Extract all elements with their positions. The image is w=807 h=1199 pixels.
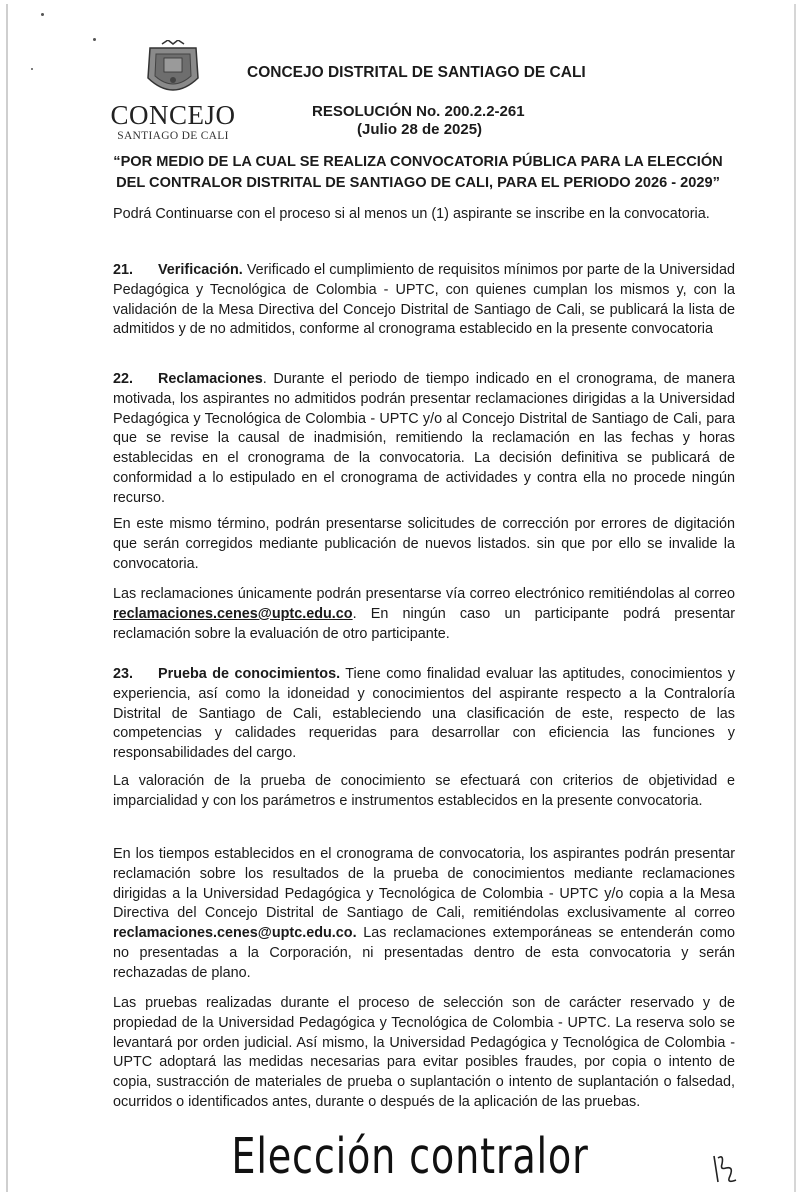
document-title-line-2: DEL CONTRALOR DISTRITAL DE SANTIAGO DE CALI, PARA EL PERIODO 2026 - 2029” bbox=[116, 175, 720, 191]
section-23 bbox=[113, 665, 735, 764]
section-21 bbox=[113, 261, 735, 340]
logo-subtitle: SANTIAGO DE CALI bbox=[117, 130, 229, 142]
paragraph-text: En los tiempos establecidos en el cronograma de convocatoria, los aspirantes podrán presentar reclamación sobre los resultados de la prueba de conocimientos mediante reclamaciones dirigidas a la Universidad Pedagógica y Tecnológica de Colombia - UPTC y/o copia a la Mesa Directiva del Concejo Distrital de Santiago de Cali, remitiéndolas exclusivamente al correo bbox=[113, 846, 735, 922]
coat-of-arms-icon bbox=[108, 40, 238, 102]
council-logo bbox=[108, 40, 238, 150]
paragraph-text: . En ningún caso un participante podrá presentar reclamación sobre la evaluación de otro participante. bbox=[113, 605, 735, 642]
scan-speck bbox=[93, 38, 96, 41]
section-number: 21. bbox=[113, 262, 134, 278]
claims-email-link[interactable]: reclamaciones.cenes@uptc.edu.co bbox=[113, 605, 353, 622]
scan-speck bbox=[31, 68, 33, 70]
section-text: Tiene como finalidad evaluar las aptitudes, conocimientos y experiencia, así como la idoneidad y conocimientos del aspirante respecto a la Contraloría Distrital de Santiago de Cali, estableciendo una clasificación de este, respecto de las competencias y calidades requeridas para desarrollar con eficiencia las funciones y responsabilidades del cargo. bbox=[113, 666, 736, 762]
section-text: . Durante el periodo de tiempo indicado en el cronograma, de manera motivada, los aspirantes no admitidos podrán presentar reclamaciones dirigidas a la Universidad Pedagógica y Tecnológica de Colombia - UPTC y/o al Concejo Distrital de Santiago de Cali, para que se revise la causal de inadmisión, remitiendo la reclamación en las fechas y horas establecidas en el cronograma de la convocatoria. La decisión definitiva se publicará de conformidad a lo estipulado en el cronograma de actividades y contra ella no procede ningún recurso. bbox=[113, 371, 735, 506]
paragraph-text: En este mismo término, podrán presentarse solicitudes de corrección por errores de digitación que serán corregidos mediante publicación de nuevos listados. sin que por ello se invalide la convocatoria. bbox=[113, 516, 735, 572]
resolution-date: (Julio 28 de 2025) bbox=[357, 121, 483, 138]
paragraph-text: Las reclamaciones únicamente podrán presentarse vía correo electrónico remitiéndolas al correo bbox=[113, 586, 735, 602]
paragraph-text: La valoración de la prueba de conocimiento se efectuará con criterios de objetividad e imparcialidad y con los parámetros e instrumentos establecidos en la presente convocatoria. bbox=[113, 773, 735, 809]
section-text: Verificado el cumplimiento de requisitos mínimos por parte de la Universidad Pedagógica y Tecnológica de Colombia - UPTC, con quienes cumplan los mismos y, con la validación de la Mesa Directiva del Concejo Distrital de Santiago de Cali, se publicará la lista de admitidos y de no admitidos, conforme al cronograma establecido en la presente convocatoria bbox=[113, 262, 735, 338]
section-number: 22. bbox=[113, 371, 134, 387]
signature-initials-icon bbox=[706, 1150, 746, 1190]
results-claims-email[interactable]: reclamaciones.cenes@uptc.edu.co. bbox=[113, 925, 357, 942]
paragraph-results-claims bbox=[113, 845, 735, 984]
resolution-number: RESOLUCIÓN No. 200.2.2-261 bbox=[312, 103, 525, 120]
scan-speck bbox=[41, 13, 44, 16]
paragraph-text: Las pruebas realizadas durante el proceso de selección son de carácter reservado y de propiedad de la Universidad Pedagógica y Tecnológica de Colombia - UPTC. La reserva solo se levantará por orden judicial. Así mismo, la Universidad Pedagógica y Tecnológica de Colombia - UPTC adoptará las medidas necesarias para evitar posibles fraudes, por copia o intento de copia, sustracción de materiales de prueba o suplantación o intento de suplantación o falsedad, ocurridos o identificados antes, durante o después de la aplicación de las pruebas. bbox=[113, 995, 735, 1110]
paragraph-continuation bbox=[113, 205, 735, 225]
section-heading: Verificación. bbox=[158, 262, 243, 278]
section-number: 23. bbox=[113, 666, 134, 682]
paragraph-claims-email bbox=[113, 585, 735, 644]
paragraph-text: Las reclamaciones extemporáneas se entenderán como no presentadas a la Corporación, ni presentadas dentro de esta convocatoria y serán rechazadas de plano. bbox=[113, 925, 735, 981]
institution-name: CONCEJO DISTRITAL DE SANTIAGO DE CALI bbox=[247, 64, 586, 81]
paragraph-evaluation bbox=[113, 772, 735, 812]
logo-word: CONCEJO bbox=[110, 100, 236, 130]
section-heading: Reclamaciones bbox=[158, 371, 263, 387]
section-heading: Prueba de conocimientos. bbox=[158, 666, 341, 682]
document-title-line-1: “POR MEDIO DE LA CUAL SE REALIZA CONVOCATORIA PÚBLICA PARA LA ELECCIÓN bbox=[113, 154, 723, 170]
paragraph-text: Podrá Continuarse con el proceso si al menos un (1) aspirante se inscribe en la convocatoria. bbox=[113, 206, 710, 222]
section-22 bbox=[113, 370, 735, 509]
caption-overlay: Elección contralor bbox=[231, 1128, 589, 1185]
paragraph-corrections bbox=[113, 515, 735, 574]
paragraph-confidentiality bbox=[113, 994, 735, 1113]
